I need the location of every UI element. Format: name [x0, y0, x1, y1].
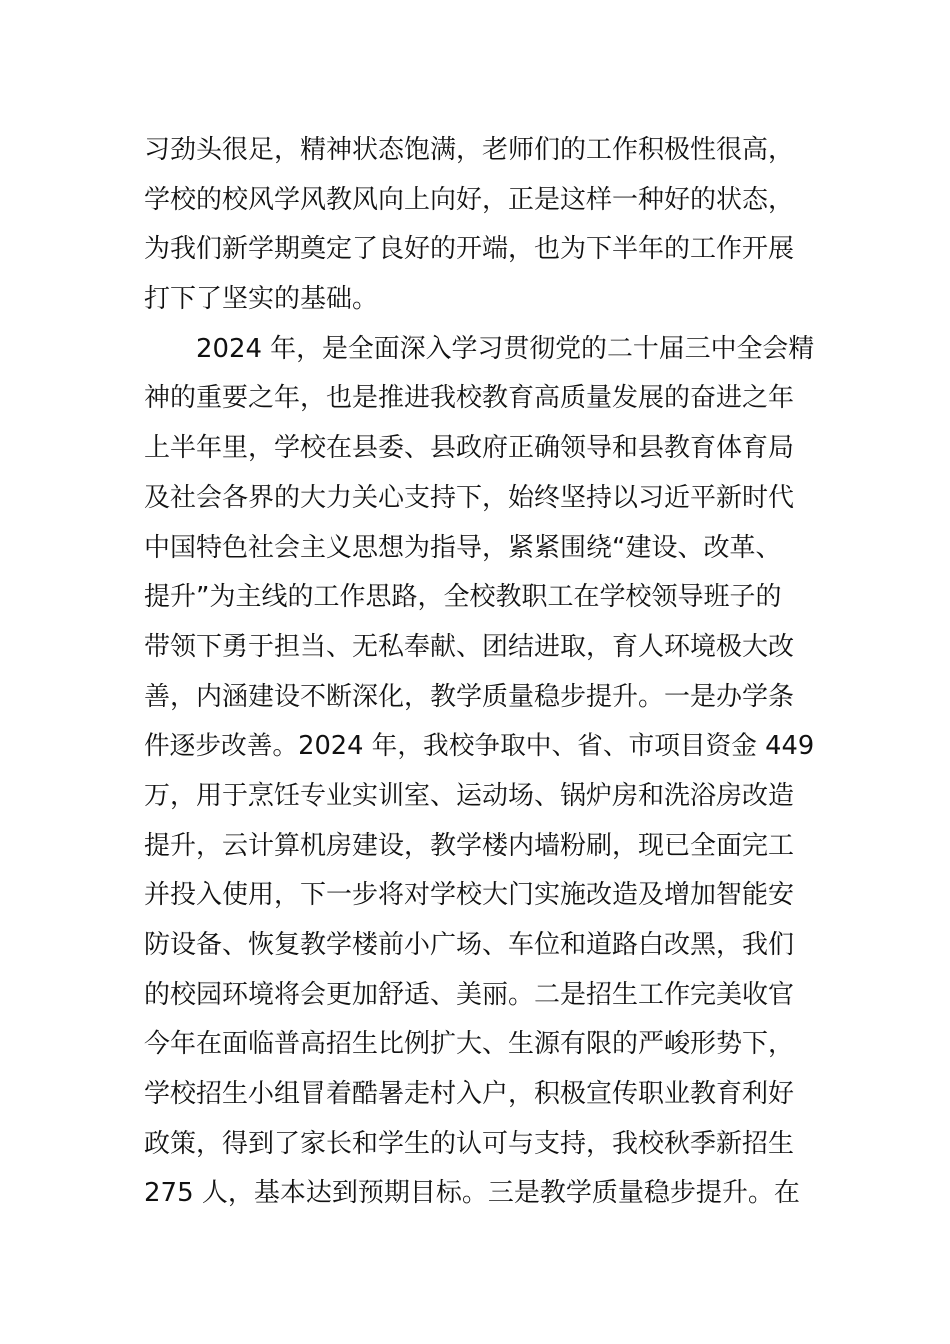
text-line: 打下了坚实的基础。 [144, 284, 379, 315]
text-line: 件逐步改善。2024 年，我校争取中、省、市项目资金 449 [144, 731, 815, 762]
body-text [144, 126, 814, 1219]
text-line: 275 人，基本达到预期目标。三是教学质量稳步提升。在 [144, 1178, 800, 1209]
text-line: 习劲头很足，精神状态饱满，老师们的工作积极性很高， [144, 135, 795, 165]
text-line: 学校招生小组冒着酷暑走村入户，积极宣传职业教育利好 [144, 1079, 795, 1110]
text-line: 提升，云计算机房建设，教学楼内墙粉刷，现已全面完工 [144, 830, 795, 861]
text-line: 为我们新学期奠定了良好的开端，也为下半年的工作开展 [144, 234, 795, 265]
paragraph-start-line: 2024 年，是全面深入学习贯彻党的二十届三中全会精 [196, 333, 815, 364]
text-line: 的校园环境将会更加舒适、美丽。二是招生工作完美收官 [144, 979, 795, 1010]
text-line: 带领下勇于担当、无私奉献、团结进取，育人环境极大改 [144, 631, 795, 662]
text-line: 善，内涵建设不断深化，教学质量稳步提升。一是办学条 [144, 681, 795, 712]
text-line: 提升”为主线的工作思路，全校教职工在学校领导班子的 [144, 582, 782, 613]
text-line: 上半年里，学校在县委、县政府正确领导和县教育体育局 [144, 433, 795, 464]
text-line: 今年在面临普高招生比例扩大、生源有限的严峻形势下， [144, 1029, 795, 1060]
text-line: 政策，得到了家长和学生的认可与支持，我校秋季新招生 [144, 1128, 795, 1159]
text-line: 学校的校风学风教风向上向好，正是这样一种好的状态， [144, 184, 795, 215]
text-line: 万，用于烹饪专业实训室、运动场、锅炉房和洗浴房改造 [144, 780, 795, 811]
text-line: 防设备、恢复教学楼前小广场、车位和道路白改黑，我们 [144, 930, 795, 960]
text-line: 及社会各界的大力关心支持下，始终坚持以习近平新时代 [144, 482, 795, 513]
text-line: 神的重要之年，也是推进我校教育高质量发展的奋进之年 [144, 383, 795, 414]
text-line: 中国特色社会主义思想为指导，紧紧围绕“建设、改革、 [144, 532, 782, 563]
text-line: 并投入使用，下一步将对学校大门实施改造及增加智能安 [144, 880, 795, 911]
